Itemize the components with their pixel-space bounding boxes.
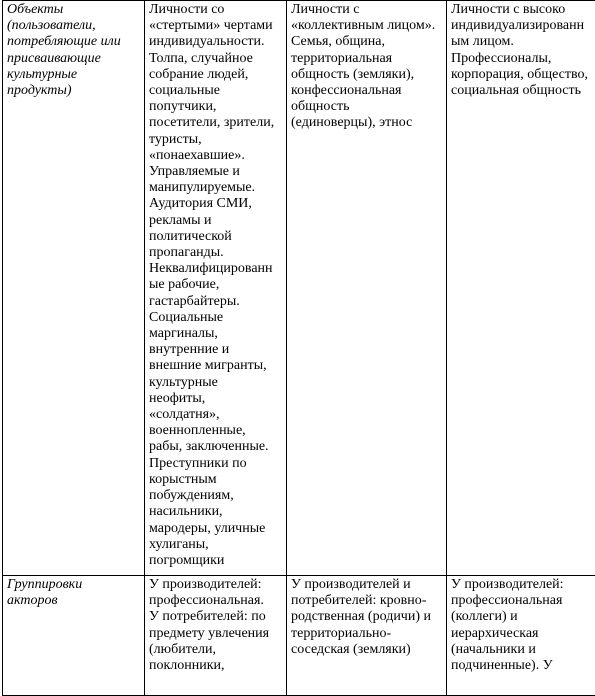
cell-text-line: культурные [149, 375, 282, 391]
cell-text-line: акторов [7, 593, 140, 609]
document-table [2, 0, 595, 696]
cell-text-line: (начальники и [451, 642, 595, 658]
table-row-objects [3, 1, 595, 576]
cell-text-line: «солдатня», [149, 407, 282, 423]
cell-text-line: политической [149, 229, 282, 245]
cell-text-line: внутренние и [149, 342, 282, 358]
cell-text-line: Преступники по [149, 456, 282, 472]
cell-objects-individualized [447, 1, 595, 576]
cell-text-line: продукты) [7, 83, 140, 99]
cell-text-line: внешние мигранты, [149, 358, 282, 374]
cell-text-line: Управляемые и [149, 164, 282, 180]
cell-text-line: общность [291, 99, 442, 115]
cell-text-line: «коллективным лицом». [291, 18, 442, 34]
cell-text-line: (любители, [149, 642, 282, 658]
cell-text-line: Профессионалы, [451, 51, 595, 67]
cell-text-line: У потребителей: по [149, 609, 282, 625]
cell-text-line: У производителей и [291, 577, 442, 593]
cell-text-line: Социальные [149, 310, 282, 326]
cell-text-line: «понаехавшие». [149, 148, 282, 164]
cell-text-line: собрание людей, [149, 67, 282, 83]
cell-text-line: территориальная [291, 51, 442, 67]
cell-text-line: маргиналы, [149, 326, 282, 342]
cell-text-line: социальная общность [451, 83, 595, 99]
cell-text-line: ые рабочие, [149, 277, 282, 293]
cell-text-line: неофиты, [149, 391, 282, 407]
cell-text-line: Личности с высоко [451, 2, 595, 18]
cell-text-line: конфессиональная [291, 83, 442, 99]
cell-text-line: Неквалифицированн [149, 261, 282, 277]
cell-text-line: поклонники, [149, 658, 282, 674]
cell-text-line: (единоверцы), этнос [291, 115, 442, 131]
cell-text-line: социальные [149, 83, 282, 99]
cell-objects-collective [287, 1, 447, 576]
cell-text-line: потребителей: кровно- [291, 593, 442, 609]
cell-text-line: потребляющие или [7, 34, 140, 50]
cell-text-line: пропаганды. [149, 245, 282, 261]
cell-text-line: Семья, община, [291, 34, 442, 50]
cell-text-line: У производителей: [451, 577, 595, 593]
cell-text-line: Толпа, случайное [149, 51, 282, 67]
cell-text-line: попутчики, [149, 99, 282, 115]
cell-text-line: туристы, [149, 132, 282, 148]
cell-text-line: родственная (родичи) и [291, 609, 442, 625]
cell-text-line: погромщики [149, 553, 282, 569]
cell-text-line: Аудитория СМИ, [149, 196, 282, 212]
cell-text-line: «стертыми» чертами [149, 18, 282, 34]
cell-text-line: ым лицом. [451, 34, 595, 50]
cell-text-line: профессиональная [451, 593, 595, 609]
cell-text-line: Объекты [7, 2, 140, 18]
cell-text-line: побуждениям, [149, 488, 282, 504]
cell-text-line: (пользователи, [7, 18, 140, 34]
cell-text-line: подчиненные). У [451, 658, 595, 674]
cell-text-line: рекламы и [149, 213, 282, 229]
cell-text-line: индивидуализированн [451, 18, 595, 34]
cell-text-line: гастарбайтеры. [149, 294, 282, 310]
cell-text-line: общность (земляки), [291, 67, 442, 83]
cell-text-line: Группировки [7, 577, 140, 593]
cell-text-line: профессиональная. [149, 593, 282, 609]
cell-text-line: культурные [7, 67, 140, 83]
cell-text-line: корыстным [149, 472, 282, 488]
cell-text-line: мародеры, уличные [149, 521, 282, 537]
cell-text-line: индивидуальности. [149, 34, 282, 50]
cell-text-line: Личности с [291, 2, 442, 18]
cell-text-line: посетители, зрители, [149, 115, 282, 131]
cell-text-line: присваивающие [7, 51, 140, 67]
cell-objects-label [3, 1, 145, 576]
cell-text-line: Личности со [149, 2, 282, 18]
cell-text-line: территориально- [291, 626, 442, 642]
cell-text-line: манипулируемые. [149, 180, 282, 196]
cell-text-line: рабы, заключенные. [149, 439, 282, 455]
cell-text-line: военнопленные, [149, 423, 282, 439]
cell-text-line: насильники, [149, 504, 282, 520]
cell-text-line: хулиганы, [149, 537, 282, 553]
cell-text-line: соседская (земляки) [291, 642, 442, 658]
cell-objects-faceless [145, 1, 287, 576]
cell-text-line: иерархическая [451, 626, 595, 642]
cell-text-line: (коллеги) и [451, 609, 595, 625]
cell-text-line: У производителей: [149, 577, 282, 593]
cell-text-line: корпорация, общество, [451, 67, 595, 83]
cell-text-line: предмету увлечения [149, 626, 282, 642]
